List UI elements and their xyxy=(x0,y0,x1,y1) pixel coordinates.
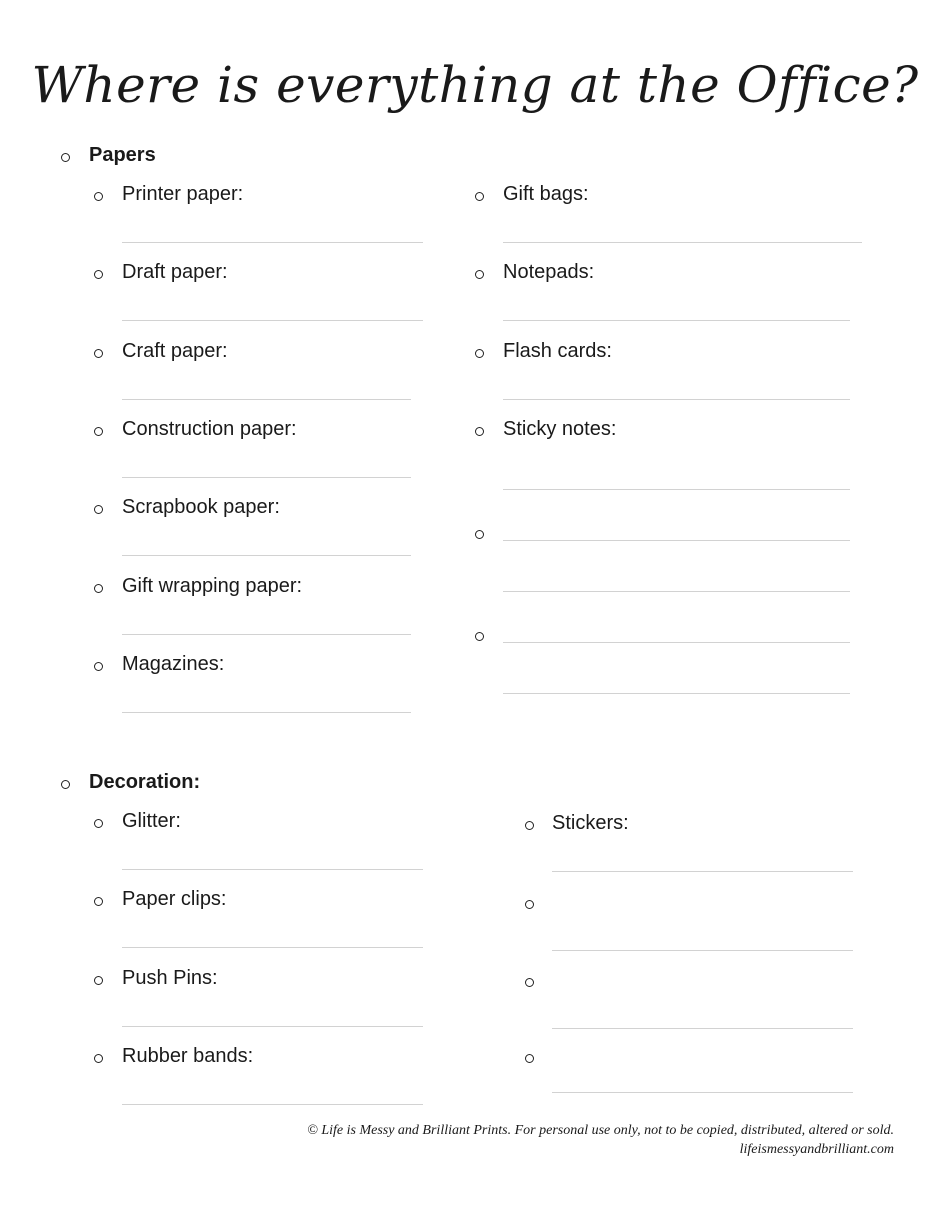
write-in-line[interactable] xyxy=(122,320,423,321)
blank-item-bullet-icon xyxy=(475,632,484,641)
item-rubber-bands: Rubber bands: xyxy=(122,1045,254,1067)
item-stickers: Stickers: xyxy=(552,812,629,834)
item-craft-paper: Craft paper: xyxy=(122,340,228,362)
write-in-line[interactable] xyxy=(122,399,411,400)
write-in-line[interactable] xyxy=(503,320,850,321)
section-heading-papers: Papers xyxy=(89,144,156,166)
section-bullet-icon xyxy=(61,780,70,789)
item-bullet-icon xyxy=(94,1054,103,1063)
page-title: Where is everything at the Office? xyxy=(31,56,919,114)
footer xyxy=(307,1121,894,1159)
section-heading-decoration: Decoration: xyxy=(89,771,201,793)
item-bullet-icon xyxy=(94,819,103,828)
item-scrapbook-paper: Scrapbook paper: xyxy=(122,496,280,518)
blank-item-bullet-icon xyxy=(525,978,534,987)
write-in-line[interactable] xyxy=(122,947,423,948)
item-gift-bags: Gift bags: xyxy=(503,183,589,205)
item-paper-clips: Paper clips: xyxy=(122,888,227,910)
write-in-line[interactable] xyxy=(122,869,423,870)
write-in-line[interactable] xyxy=(122,242,423,243)
write-in-line[interactable] xyxy=(552,950,853,951)
write-in-line[interactable] xyxy=(122,477,411,478)
write-in-line[interactable] xyxy=(503,242,862,243)
item-bullet-icon xyxy=(94,349,103,358)
item-bullet-icon xyxy=(475,270,484,279)
write-in-line[interactable] xyxy=(122,634,411,635)
blank-item-bullet-icon xyxy=(525,900,534,909)
blank-item-bullet-icon xyxy=(475,530,484,539)
item-bullet-icon xyxy=(475,349,484,358)
write-in-line[interactable] xyxy=(552,1028,853,1029)
item-push-pins: Push Pins: xyxy=(122,967,218,989)
item-bullet-icon xyxy=(94,192,103,201)
write-in-line[interactable] xyxy=(503,399,850,400)
write-in-line[interactable] xyxy=(503,693,850,694)
item-magazines: Magazines: xyxy=(122,653,225,675)
item-draft-paper: Draft paper: xyxy=(122,261,228,283)
item-bullet-icon xyxy=(94,427,103,436)
write-in-line[interactable] xyxy=(503,489,850,490)
item-flash-cards: Flash cards: xyxy=(503,340,612,362)
item-gift-wrapping-paper: Gift wrapping paper: xyxy=(122,575,303,597)
write-in-line[interactable] xyxy=(122,555,411,556)
item-sticky-notes: Sticky notes: xyxy=(503,418,617,440)
item-bullet-icon xyxy=(94,270,103,279)
write-in-line[interactable] xyxy=(122,1026,423,1027)
item-bullet-icon xyxy=(525,821,534,830)
item-bullet-icon xyxy=(94,505,103,514)
item-bullet-icon xyxy=(94,976,103,985)
item-construction-paper: Construction paper: xyxy=(122,418,297,440)
item-printer-paper: Printer paper: xyxy=(122,183,244,205)
item-bullet-icon xyxy=(94,662,103,671)
write-in-line[interactable] xyxy=(503,591,850,592)
write-in-line[interactable] xyxy=(552,1092,853,1093)
section-bullet-icon xyxy=(61,153,70,162)
write-in-line[interactable] xyxy=(122,1104,423,1105)
item-glitter: Glitter: xyxy=(122,810,181,832)
footer-website: lifeismessyandbrilliant.com xyxy=(739,1142,894,1157)
item-bullet-icon xyxy=(475,192,484,201)
item-bullet-icon xyxy=(475,427,484,436)
write-in-line[interactable] xyxy=(122,712,411,713)
blank-item-bullet-icon xyxy=(525,1054,534,1063)
item-notepads: Notepads: xyxy=(503,261,595,283)
write-in-line[interactable] xyxy=(552,871,853,872)
item-bullet-icon xyxy=(94,584,103,593)
write-in-line[interactable] xyxy=(503,540,850,541)
item-bullet-icon xyxy=(94,897,103,906)
footer-copyright: © Life is Messy and Brilliant Prints. For personal use only, not to be copied, distributed, altered or sold. xyxy=(307,1123,894,1138)
write-in-line[interactable] xyxy=(503,642,850,643)
